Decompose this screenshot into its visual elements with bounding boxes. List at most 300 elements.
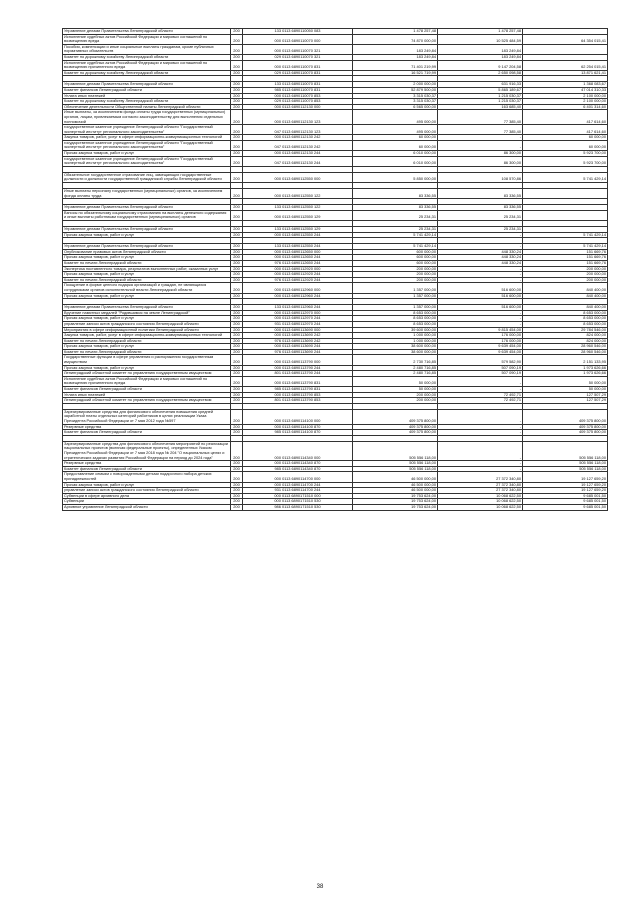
row-approved: 200 000,00 xyxy=(353,272,438,278)
row-unexecuted: 9 685 001,50 xyxy=(523,493,608,499)
row-line-code: 200 xyxy=(231,125,243,135)
row-budget-code: 047 0113 6890112130 242 xyxy=(243,140,353,150)
table-row xyxy=(63,376,608,386)
row-budget-code: 976 0113 6890113690 242 xyxy=(243,338,353,344)
row-executed: 77 385,40 xyxy=(438,110,523,125)
row-approved: 409 375 800,00 xyxy=(353,424,438,430)
row-approved: 183 249,84 xyxy=(353,44,438,54)
row-name: Прочая закупка товаров, работ и услуг xyxy=(63,255,231,261)
row-name: Обеспечение деятельности Общественной палаты Ленинградской области xyxy=(63,104,231,110)
row-approved: 38 600 000,00 xyxy=(353,344,438,350)
row-line-code: 200 xyxy=(231,249,243,255)
row-approved: 25 234,31 xyxy=(353,227,438,233)
row-line-code: 200 xyxy=(231,472,243,482)
row-line-code: 200 xyxy=(231,441,243,460)
row-line-code: 200 xyxy=(231,327,243,333)
row-line-code: 200 xyxy=(231,82,243,88)
row-name: Прочая закупка товаров, работ и услуг xyxy=(63,365,231,371)
row-name: Субвенции в сфере архивного дела xyxy=(63,493,231,499)
row-line-code: 200 xyxy=(231,310,243,316)
row-line-code: 200 xyxy=(231,424,243,430)
row-budget-code: 000 0113 6890110070 853 xyxy=(243,93,353,99)
row-budget-code: 985 0113 6890110070 831 xyxy=(243,87,353,93)
row-unexecuted: 151 669,76 xyxy=(523,260,608,266)
row-budget-code: 931 0113 6890112970 244 xyxy=(243,321,353,327)
row-budget-code: 000 0113 6890112130 000 xyxy=(243,104,353,110)
row-line-code: 200 xyxy=(231,189,243,199)
table-row xyxy=(63,172,608,182)
row-name: Прочая закупка товаров, работ и услуг xyxy=(63,272,231,278)
row-budget-code: 000 0113 6890112650 000 xyxy=(243,249,353,255)
table-row xyxy=(63,210,608,220)
row-executed: 10 068 622,50 xyxy=(438,499,523,505)
row-unexecuted: 47 014 310,33 xyxy=(523,87,608,93)
row-line-code: 200 xyxy=(231,466,243,472)
row-budget-code: 985 0113 6890114340 870 xyxy=(243,466,353,472)
row-approved: 71 401 219,99 xyxy=(353,60,438,70)
row-line-code: 200 xyxy=(231,461,243,467)
row-unexecuted: 62 254 015,41 xyxy=(523,60,608,70)
row-approved: 3 315 030,37 xyxy=(353,93,438,99)
row-name: Прочая закупка товаров, работ и услуг xyxy=(63,482,231,488)
row-line-code: 200 xyxy=(231,338,243,344)
table-row xyxy=(63,60,608,70)
row-unexecuted: 409 375 800,00 xyxy=(523,430,608,436)
row-unexecuted: 6 401 314,60 xyxy=(523,104,608,110)
row-approved: 200 000,00 xyxy=(353,398,438,404)
row-name: Мероприятия в сфере информационной политики Ленинградской области xyxy=(63,327,231,333)
row-line-code: 200 xyxy=(231,227,243,233)
row-executed: 1 478 257,48 xyxy=(438,29,523,35)
row-name: Комитет финансов Ленинградской области xyxy=(63,87,231,93)
row-name: государственное казенное учреждение Ленинградской области "Государственный экспертный институт регионального законодательства" xyxy=(63,125,231,135)
row-budget-code: 985 0113 6890114100 870 xyxy=(243,430,353,436)
row-executed: 9 815 454,00 xyxy=(438,327,523,333)
row-name: Уплата иных платежей xyxy=(63,93,231,99)
row-line-code: 200 xyxy=(231,365,243,371)
row-name: Прочая закупка товаров, работ и услуг xyxy=(63,293,231,299)
row-unexecuted: 60 000,00 xyxy=(523,135,608,141)
row-name: Управление делами Правительства Ленинградской области xyxy=(63,82,231,88)
table-row xyxy=(63,140,608,150)
row-unexecuted: 5 741 429,14 xyxy=(523,232,608,238)
row-unexecuted: 1 973 626,66 xyxy=(523,371,608,377)
row-unexecuted: 409 375 800,00 xyxy=(523,409,608,424)
row-line-code: 200 xyxy=(231,409,243,424)
row-executed: 83 336,55 xyxy=(438,189,523,199)
row-budget-code: 133 0113 6890110050 083 xyxy=(243,29,353,35)
row-line-code: 200 xyxy=(231,293,243,299)
table-row xyxy=(63,156,608,166)
row-budget-code: 000 0113 6890113790 244 xyxy=(243,365,353,371)
row-unexecuted xyxy=(523,189,608,199)
row-budget-code: 029 0113 6890110070 831 xyxy=(243,70,353,76)
row-budget-code: 000 0113 6890112920 000 xyxy=(243,266,353,272)
row-executed: 27 372 340,80 xyxy=(438,488,523,494)
row-line-code: 200 xyxy=(231,387,243,393)
row-budget-code: 000 0113 6890112970 000 xyxy=(243,310,353,316)
row-line-code: 200 xyxy=(231,493,243,499)
row-approved: 38 600 000,00 xyxy=(353,349,438,355)
row-unexecuted xyxy=(523,210,608,220)
row-unexecuted: 151 669,76 xyxy=(523,255,608,261)
row-line-code: 200 xyxy=(231,482,243,488)
row-line-code: 200 xyxy=(231,430,243,436)
row-approved: 16 521 719,99 xyxy=(353,70,438,76)
row-approved: 2 730 716,85 xyxy=(353,355,438,365)
row-line-code: 200 xyxy=(231,29,243,35)
row-executed: 5 865 189,67 xyxy=(438,87,523,93)
row-budget-code: 986 0113 6890171510 530 xyxy=(243,504,353,510)
row-approved: 505 556 118,00 xyxy=(353,466,438,472)
row-unexecuted: 5 923 700,00 xyxy=(523,151,608,157)
row-executed: 176 000,00 xyxy=(438,338,523,344)
row-budget-code: 801 0113 6890113790 853 xyxy=(243,398,353,404)
row-name: государственное казенное учреждение Ленинградской области "Государственный экспертный институт регионального законодательства" xyxy=(63,140,231,150)
row-unexecuted: 824 000,00 xyxy=(523,338,608,344)
row-budget-code: 029 0113 6890110070 321 xyxy=(243,54,353,60)
row-name: Исполнение судебных актов Российской Федерации и мировых соглашений по возмещению вреда xyxy=(63,34,231,44)
row-budget-code: 000 0113 6890110070 321 xyxy=(243,44,353,54)
row-budget-code: 000 0113 6890171510 530 xyxy=(243,499,353,505)
row-name: Закупка товаров, работ, услуг в сфере информационно-коммуникационных технологий xyxy=(63,135,231,141)
row-approved: 52 879 500,00 xyxy=(353,87,438,93)
row-budget-code: 000 0113 6890113690 244 xyxy=(243,344,353,350)
row-executed: - xyxy=(438,272,523,278)
row-line-code: 200 xyxy=(231,316,243,322)
row-name: Пособия, компенсации и иные социальные выплаты гражданам, кроме публичных нормативных обязательств xyxy=(63,44,231,54)
row-unexecuted: 29 784 546,00 xyxy=(523,327,608,333)
row-name: управление записи актов гражданского состояния Ленинградской области xyxy=(63,488,231,494)
row-executed: 183 249,84 xyxy=(438,44,523,54)
row-name: Субвенции xyxy=(63,499,231,505)
row-executed: - xyxy=(438,466,523,472)
row-line-code: 200 xyxy=(231,205,243,211)
row-unexecuted: 5 741 429,14 xyxy=(523,244,608,250)
row-budget-code: 133 0113 6890112960 244 xyxy=(243,305,353,311)
row-line-code: 200 xyxy=(231,244,243,250)
row-unexecuted: 1 368 083,67 xyxy=(523,82,608,88)
row-line-code: 200 xyxy=(231,110,243,125)
row-unexecuted: 19 127 659,20 xyxy=(523,488,608,494)
row-executed: 516 600,00 xyxy=(438,305,523,311)
row-approved: 600 000,00 xyxy=(353,260,438,266)
row-name: Комитет по печати Ленинградской области xyxy=(63,338,231,344)
row-budget-code: 000 0113 6890114700 244 xyxy=(243,482,353,488)
table-row xyxy=(63,472,608,482)
row-unexecuted: 2 100 000,00 xyxy=(523,99,608,105)
row-line-code: 200 xyxy=(231,283,243,293)
row-budget-code: 976 0113 6890113690 244 xyxy=(243,349,353,355)
row-unexecuted: 127 507,29 xyxy=(523,398,608,404)
row-line-code: 200 xyxy=(231,70,243,76)
row-executed: 507 090,19 xyxy=(438,371,523,377)
row-unexecuted: 5 741 429,14 xyxy=(523,172,608,182)
row-approved: 46 500 000,00 xyxy=(353,488,438,494)
row-executed: - xyxy=(438,277,523,283)
row-line-code: 200 xyxy=(231,499,243,505)
row-approved: 495 000,00 xyxy=(353,110,438,125)
row-approved: 74 870 000,00 xyxy=(353,34,438,44)
row-approved: 183 249,84 xyxy=(353,54,438,60)
row-name: Экспертиза поставленного товара, результатов выполненных работ, оказанных услуг xyxy=(63,266,231,272)
row-name: Управление делами Правительства Ленинградской области xyxy=(63,205,231,211)
row-executed: 176 000,00 xyxy=(438,333,523,339)
row-budget-code: 000 0113 6890114100 870 xyxy=(243,424,353,430)
row-name: Обязательное государственное страхование лиц, замещающих государственные должности и должности государственной гражданской службы Ленинградской области xyxy=(63,172,231,182)
row-executed: - xyxy=(438,376,523,386)
row-name: Управление делами Правительства Ленинградской области xyxy=(63,29,231,35)
row-executed: 516 600,00 xyxy=(438,293,523,299)
row-unexecuted: 151 669,76 xyxy=(523,249,608,255)
row-executed: 163 685,40 xyxy=(438,104,523,110)
row-budget-code: 047 0113 6890112130 123 xyxy=(243,125,353,135)
row-name: Государственные функции в сфере управления и распоряжения государственным имуществом xyxy=(63,355,231,365)
row-line-code: 200 xyxy=(231,99,243,105)
row-unexecuted: 505 556 118,00 xyxy=(523,461,608,467)
row-unexecuted: 8 653 000,00 xyxy=(523,321,608,327)
row-unexecuted: 409 375 800,00 xyxy=(523,424,608,430)
row-name: Уплата иных платежей xyxy=(63,392,231,398)
row-name: Закупка товаров, работ, услуг в сфере информационно-коммуникационных технологий xyxy=(63,333,231,339)
row-executed: 448 330,24 xyxy=(438,260,523,266)
row-unexecuted: 8 653 000,00 xyxy=(523,316,608,322)
row-approved: 3 315 030,37 xyxy=(353,99,438,105)
row-approved: 5 850 000,00 xyxy=(353,172,438,182)
row-executed: 516 600,00 xyxy=(438,283,523,293)
row-approved: 1 000 000,00 xyxy=(353,333,438,339)
row-approved: 39 600 000,00 xyxy=(353,327,438,333)
row-executed: 10 525 484,59 xyxy=(438,34,523,44)
row-approved: 19 753 624,00 xyxy=(353,499,438,505)
row-name: Ленинградский областной комитет по управлению государственным имуществом xyxy=(63,371,231,377)
row-executed: 2 650 098,58 xyxy=(438,70,523,76)
row-budget-code: 000 0113 6890112970 244 xyxy=(243,316,353,322)
row-line-code: 200 xyxy=(231,60,243,70)
table-row xyxy=(63,441,608,460)
row-line-code: 200 xyxy=(231,305,243,311)
row-executed: 86 300,00 xyxy=(438,151,523,157)
row-approved: 409 375 800,00 xyxy=(353,430,438,436)
row-approved: 8 653 000,00 xyxy=(353,321,438,327)
row-unexecuted: 9 685 001,50 xyxy=(523,499,608,505)
budget-table-sheet xyxy=(62,28,607,511)
row-budget-code: 985 0113 6890113790 831 xyxy=(243,387,353,393)
row-unexecuted: 505 556 118,00 xyxy=(523,466,608,472)
row-line-code: 200 xyxy=(231,349,243,355)
row-executed: - xyxy=(438,135,523,141)
row-line-code: 200 xyxy=(231,210,243,220)
row-executed: - xyxy=(438,387,523,393)
row-approved: 1 357 000,00 xyxy=(353,305,438,311)
row-budget-code: 000 0113 6890112550 244 xyxy=(243,232,353,238)
row-unexecuted: 127 507,29 xyxy=(523,392,608,398)
row-name: Иные выплаты персоналу государственных (муниципальных) органов, за исключением фонда оплаты труда xyxy=(63,189,231,199)
row-approved: 60 000,00 xyxy=(353,140,438,150)
row-budget-code: 976 0113 6890112920 244 xyxy=(243,277,353,283)
row-name: Зарезервированные средства для финансового обеспечения повышения средней заработной платы отдельных категорий работников в целях реализации Указа Президента Российской Федерации от 7 мая 2012 года №597 xyxy=(63,409,231,424)
row-name: Прочая закупка товаров, работ и услуг xyxy=(63,232,231,238)
row-budget-code: 133 0113 6890112550 129 xyxy=(243,227,353,233)
row-executed: 183 249,84 xyxy=(438,54,523,60)
row-budget-code: 000 0113 6890112960 000 xyxy=(243,283,353,293)
row-name: Архивное управление Ленинградской области xyxy=(63,504,231,510)
row-unexecuted: 64 354 015,41 xyxy=(523,34,608,44)
row-unexecuted: 50 000,00 xyxy=(523,387,608,393)
table-row xyxy=(63,125,608,135)
row-approved: 200 000,00 xyxy=(353,392,438,398)
row-name: Управление делами Правительства Ленинградской области xyxy=(63,305,231,311)
row-unexecuted: 19 127 659,20 xyxy=(523,482,608,488)
table-row xyxy=(63,409,608,424)
row-budget-code: 000 0113 6890112550 122 xyxy=(243,189,353,199)
row-approved: 200 000,00 xyxy=(353,266,438,272)
row-executed: 10 068 622,50 xyxy=(438,504,523,510)
row-unexecuted: 2 100 000,00 xyxy=(523,93,608,99)
row-budget-code: 000 0113 6890112920 244 xyxy=(243,272,353,278)
row-unexecuted: 200 000,00 xyxy=(523,272,608,278)
table-body xyxy=(63,29,608,511)
row-budget-code: 000 0113 6890112650 244 xyxy=(243,255,353,261)
row-line-code: 200 xyxy=(231,272,243,278)
row-line-code: 200 xyxy=(231,255,243,261)
row-approved: 200 000,00 xyxy=(353,277,438,283)
row-name: Поощрение в форме ценного подарка организаций и граждан, не являющихся сотрудниками органов исполнительной власти Ленинградской области xyxy=(63,283,231,293)
row-executed: 631 916,33 xyxy=(438,82,523,88)
row-budget-code: 000 0113 6890112550 000 xyxy=(243,172,353,182)
table-row xyxy=(63,110,608,125)
row-unexecuted: 8 653 000,00 xyxy=(523,310,608,316)
row-approved: 505 556 118,00 xyxy=(353,461,438,467)
row-unexecuted: 840 400,00 xyxy=(523,305,608,311)
row-executed: 27 372 340,80 xyxy=(438,482,523,488)
row-executed: 72 492,71 xyxy=(438,392,523,398)
row-name: Комитет финансов Ленинградской области xyxy=(63,387,231,393)
row-name: Прочая закупка товаров, работ и услуг xyxy=(63,316,231,322)
row-unexecuted: 19 127 659,20 xyxy=(523,472,608,482)
row-line-code: 200 xyxy=(231,87,243,93)
row-executed: 83 336,55 xyxy=(438,205,523,211)
row-line-code: 200 xyxy=(231,371,243,377)
row-budget-code: 000 0113 6890110070 831 xyxy=(243,60,353,70)
row-unexecuted: 13 871 621,41 xyxy=(523,70,608,76)
row-budget-code: 976 0113 6890112650 244 xyxy=(243,260,353,266)
table-row xyxy=(63,504,608,510)
row-unexecuted: 5 923 700,00 xyxy=(523,156,608,166)
row-executed: 9 147 204,58 xyxy=(438,60,523,70)
row-executed: - xyxy=(438,140,523,150)
row-line-code: 200 xyxy=(231,376,243,386)
table-row xyxy=(63,189,608,199)
row-executed: 25 234,31 xyxy=(438,227,523,233)
row-approved: 50 000,00 xyxy=(353,387,438,393)
row-unexecuted: 9 685 001,50 xyxy=(523,504,608,510)
row-executed: - xyxy=(438,409,523,424)
row-name: Резервные средства xyxy=(63,424,231,430)
row-unexecuted: 840 400,00 xyxy=(523,283,608,293)
row-approved: 60 000,00 xyxy=(353,135,438,141)
row-budget-code: 000 0113 6890114340 870 xyxy=(243,461,353,467)
row-name: Прочая закупка товаров, работ и услуг xyxy=(63,151,231,157)
row-line-code: 200 xyxy=(231,104,243,110)
row-name: Комитет финансов Ленинградской области xyxy=(63,466,231,472)
row-approved: 5 741 429,14 xyxy=(353,244,438,250)
row-executed: 77 385,40 xyxy=(438,125,523,135)
row-unexecuted: 824 000,00 xyxy=(523,333,608,339)
row-name: Управление делами Правительства Ленинградской области xyxy=(63,227,231,233)
row-executed: 86 300,00 xyxy=(438,156,523,166)
row-budget-code: 000 0113 6890112960 244 xyxy=(243,293,353,299)
row-executed: 27 372 340,80 xyxy=(438,472,523,482)
row-name: Резервные средства xyxy=(63,461,231,467)
row-executed: - xyxy=(438,266,523,272)
row-approved: 1 478 257,48 xyxy=(353,29,438,35)
row-line-code: 200 xyxy=(231,504,243,510)
budget-execution-table xyxy=(62,28,608,511)
row-name: Прочая закупка товаров, работ и услуг xyxy=(63,344,231,350)
row-line-code: 200 xyxy=(231,321,243,327)
row-budget-code: 000 0113 6890114700 000 xyxy=(243,472,353,482)
row-approved: 2 000 000,00 xyxy=(353,82,438,88)
row-approved: 505 556 118,00 xyxy=(353,441,438,460)
row-budget-code: 000 0113 6890112130 244 xyxy=(243,151,353,157)
row-unexecuted: 28 960 546,00 xyxy=(523,344,608,350)
row-name: Зарезервированные средства для финансового обеспечения мероприятий по реализации национальных проектов (включая федеральные проекты), определенных Указом Президента Российской Федерации от 7 мая 2018 года № 204 "О национальных целях и стратегических задачах развития Российской Федерации на период до 2024 года" xyxy=(64,441,229,460)
row-executed: - xyxy=(438,310,523,316)
row-budget-code: 000 0113 6890171510 000 xyxy=(243,493,353,499)
row-executed: 448 330,24 xyxy=(438,249,523,255)
row-executed: - xyxy=(438,461,523,467)
row-line-code: 200 xyxy=(231,333,243,339)
table-row xyxy=(63,283,608,293)
row-approved: 495 000,00 xyxy=(353,125,438,135)
row-executed: 72 492,71 xyxy=(438,398,523,404)
row-unexecuted: 840 400,00 xyxy=(523,293,608,299)
row-line-code: 200 xyxy=(231,44,243,54)
row-unexecuted: 505 556 118,00 xyxy=(523,441,608,460)
row-approved: 83 336,55 xyxy=(353,205,438,211)
row-approved: 600 000,00 xyxy=(353,249,438,255)
page-number: 38 xyxy=(316,884,324,890)
row-name: Комитет по дорожному хозяйству Ленинградской области xyxy=(63,54,231,60)
row-executed: - xyxy=(438,321,523,327)
row-unexecuted: 200 000,00 xyxy=(523,277,608,283)
row-unexecuted: 50 000,00 xyxy=(523,376,608,386)
row-line-code: 200 xyxy=(231,392,243,398)
row-budget-code: 000 0113 6890114100 000 xyxy=(243,409,353,424)
row-name: Взносы по обязательному социальному страхованию на выплаты денежного содержания и иные выплаты работникам государственных (муниципальных) органов xyxy=(63,210,231,220)
row-name: Комитет по дорожному хозяйству Ленинградской области xyxy=(63,70,231,76)
row-name: Иные выплаты, за исключением фонда оплаты труда государственных (муниципальных) органов, лицам, привлекаемым согласно законодательству для выполнения отдельных полномочий xyxy=(63,110,231,125)
row-unexecuted xyxy=(523,44,608,54)
row-budget-code: 000 0113 6890113790 000 xyxy=(243,355,353,365)
row-approved: 1 000 000,00 xyxy=(353,338,438,344)
row-executed: - xyxy=(438,316,523,322)
row-approved: 50 000,00 xyxy=(353,376,438,386)
row-approved: 46 500 000,00 xyxy=(353,472,438,482)
row-line-code: 200 xyxy=(231,232,243,238)
row-executed: - xyxy=(438,244,523,250)
row-name: Комитет по печати Ленинградской области xyxy=(63,260,231,266)
row-budget-code: 000 0113 6890114340 000 xyxy=(243,441,353,460)
row-approved: 2 480 716,85 xyxy=(353,371,438,377)
row-line-code: 200 xyxy=(231,344,243,350)
row-unexecuted: 417 614,60 xyxy=(523,110,608,125)
row-line-code: 200 xyxy=(231,172,243,182)
row-approved: 19 753 624,00 xyxy=(353,504,438,510)
row-approved: 8 653 000,00 xyxy=(353,310,438,316)
row-budget-code: 801 0113 6890113790 244 xyxy=(243,371,353,377)
